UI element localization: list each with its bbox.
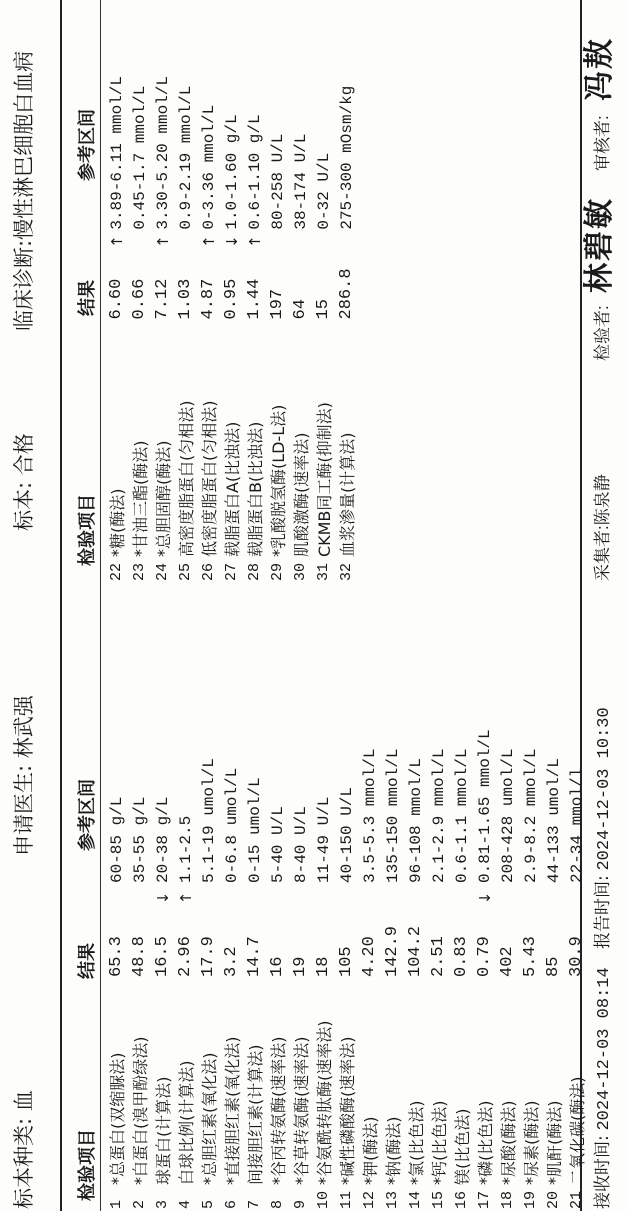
- abnormal-flag: [174, 230, 197, 254]
- row-number: 22: [108, 562, 125, 581]
- abnormal-flag: [496, 883, 519, 913]
- test-name: *钙(比色法): [430, 1100, 449, 1185]
- row-number: 13: [384, 1190, 401, 1209]
- test-result: 286.8: [337, 268, 356, 320]
- row-number: 29: [269, 562, 286, 581]
- test-name: 白球比例(计算法): [177, 1060, 196, 1185]
- abnormal-flag: [542, 883, 565, 913]
- test-result: 14.7: [245, 936, 264, 977]
- table-row: [243, 0, 266, 581]
- table-row: [358, 623, 381, 1209]
- test-result: 0.95: [222, 278, 241, 320]
- test-name: *钾(酶法): [361, 1116, 380, 1185]
- test-name: *谷丙转氨酶(速率法): [269, 1036, 288, 1185]
- reference-range: 20-38 g/L: [153, 796, 172, 883]
- test-name: 间接胆红素(计算法): [246, 1044, 265, 1185]
- test-result: 17.9: [199, 936, 218, 977]
- reference-range: 0.6-1.1 mmol/L: [452, 748, 471, 883]
- test-name: *总蛋白(双缩脲法): [108, 1052, 127, 1185]
- report-time-label: 报告时间:: [593, 875, 613, 949]
- tester-label: 检验者:: [593, 305, 612, 361]
- abnormal-flag: [358, 883, 381, 913]
- reference-range: 22-34 mmol/l: [567, 767, 586, 883]
- abnormal-flag: [128, 883, 151, 913]
- table-row: [473, 623, 496, 1209]
- abnormal-flag: [128, 230, 151, 254]
- table-row: [128, 623, 151, 1209]
- table-row: [243, 623, 266, 1209]
- abnormal-flag: [197, 883, 220, 913]
- row-number: 7: [246, 1199, 263, 1209]
- test-name: *乳酸脱氢酶(LD-L法): [269, 404, 288, 558]
- test-name: 二氧化碳(酶法): [568, 1076, 587, 1185]
- row-number: 26: [200, 562, 217, 581]
- abnormal-flag: [289, 883, 312, 913]
- test-result: 16.5: [153, 936, 172, 977]
- test-result: 19: [291, 956, 310, 977]
- reference-range: 208-428 umol/L: [498, 748, 517, 883]
- reference-range: 5-40 U/L: [268, 806, 287, 883]
- receive-time: 2024-12-03 08:14: [595, 967, 614, 1131]
- test-name: *碱性磷酸酶(速率法): [338, 1036, 357, 1185]
- reference-range: 3.89-6.11 mmol/L: [107, 76, 126, 230]
- row-number: 28: [246, 562, 263, 581]
- test-result: 1.03: [176, 278, 195, 320]
- test-result: 0.79: [475, 936, 494, 977]
- table-row: [335, 623, 358, 1209]
- row-number: 12: [361, 1190, 378, 1209]
- sample-type: 标本种类: 血: [12, 1090, 36, 1209]
- abnormal-flag: [105, 883, 128, 913]
- test-name: 镁(比色法): [453, 1108, 472, 1185]
- requesting-doctor: 申请医生: 林武强: [12, 695, 36, 856]
- test-name: CKMB同工酶(抑制法): [315, 402, 334, 558]
- tester-signature: 林碧敏: [582, 197, 617, 293]
- results-table-right: [105, 0, 358, 581]
- row-number: 2: [131, 1199, 148, 1209]
- test-name: *钠(酶法): [384, 1116, 403, 1185]
- table-row: [496, 623, 519, 1209]
- abnormal-flag: [266, 883, 289, 913]
- reference-range: 275-300 mOsm/kg: [337, 85, 356, 230]
- row-number: 5: [200, 1199, 217, 1209]
- abnormal-flag: [243, 883, 266, 913]
- column-header-rule: [100, 0, 101, 1211]
- abnormal-flag: [381, 883, 404, 913]
- reference-range: 2.9-8.2 mmol/L: [521, 748, 540, 883]
- row-number: 11: [338, 1190, 355, 1209]
- abnormal-flag: [450, 883, 473, 913]
- table-row: [427, 623, 450, 1209]
- row-number: 9: [292, 1199, 309, 1209]
- abnormal-flag: ↑: [245, 235, 264, 248]
- reference-range: 0.9-2.19 mmol/L: [176, 85, 195, 230]
- test-result: 0.66: [130, 278, 149, 320]
- reference-range: 0-32 U/L: [314, 152, 333, 230]
- table-row: [220, 0, 243, 581]
- row-number: 3: [154, 1199, 171, 1209]
- table-row: [404, 623, 427, 1209]
- results-table-left: [105, 623, 588, 1209]
- row-number: 8: [269, 1199, 286, 1209]
- test-name: *直接胆红素(氧化法): [223, 1036, 242, 1185]
- row-number: 4: [177, 1199, 194, 1209]
- abnormal-flag: [312, 230, 335, 254]
- table-row: [197, 0, 220, 581]
- reference-range: 38-174 U/L: [291, 133, 310, 230]
- test-result: 15: [314, 299, 333, 320]
- row-number: 25: [177, 562, 194, 581]
- row-number: 17: [476, 1190, 493, 1209]
- test-name: 低密度脂蛋白(匀相法): [200, 400, 219, 558]
- test-result: 4.20: [360, 936, 379, 977]
- reference-range: 0-15 umol/L: [245, 777, 264, 883]
- clinical-diagnosis: 临床诊断:慢性淋巴细胞白血病: [12, 50, 36, 331]
- reviewer-signature: 冯敖: [582, 37, 617, 101]
- reference-range: 0.45-1.7 mmol/L: [130, 85, 149, 230]
- test-result: 18: [314, 956, 333, 977]
- reference-range: 35-55 g/L: [130, 796, 149, 883]
- row-number: 14: [407, 1190, 424, 1209]
- receive-time-label: 接收时间:: [593, 1135, 613, 1209]
- abnormal-flag: [289, 230, 312, 254]
- table-row: [312, 0, 335, 581]
- table-row: [542, 623, 565, 1209]
- table-row: [105, 623, 128, 1209]
- abnormal-flag: [427, 883, 450, 913]
- table-row: [565, 623, 588, 1209]
- test-name: *尿酸(酶法): [499, 1100, 518, 1185]
- abnormal-flag: [312, 883, 335, 913]
- abnormal-flag: ↑: [107, 235, 126, 248]
- test-result: 5.43: [521, 936, 540, 977]
- reviewer-label: 审核者:: [593, 115, 612, 171]
- row-number: 27: [223, 562, 240, 581]
- reference-range: 0-6.8 umol/L: [222, 767, 241, 883]
- row-number: 24: [154, 562, 171, 581]
- reference-range: 44-133 umol/L: [544, 758, 563, 883]
- specimen-status: 标本: 合格: [12, 433, 36, 531]
- abnormal-flag: [404, 883, 427, 913]
- abnormal-flag: [335, 883, 358, 913]
- table-row: [197, 623, 220, 1209]
- col-reference-right: 参考区间: [77, 109, 98, 181]
- reference-range: 60-85 g/L: [107, 796, 126, 883]
- table-row: [128, 0, 151, 581]
- report-time-line: [588, 707, 614, 949]
- test-name: 血浆渗量(计算法): [338, 432, 357, 558]
- reference-range: 3.5-5.3 mmol/L: [360, 748, 379, 883]
- test-name: *甘油三酯(酶法): [131, 440, 150, 558]
- abnormal-flag: [220, 883, 243, 913]
- table-row: [266, 623, 289, 1209]
- abnormal-flag: [519, 883, 542, 913]
- test-name: 高密度脂蛋白(匀相法): [177, 400, 196, 558]
- test-name: 肌酸激酶(速率法): [292, 432, 311, 558]
- reference-range: 135-150 mmol/L: [383, 748, 402, 883]
- test-name: *总胆红素(氧化法): [200, 1052, 219, 1185]
- report-time: 2024-12-03 10:30: [595, 707, 614, 871]
- test-result: 30.9: [567, 936, 586, 977]
- test-name: *总胆固醇(酶法): [154, 440, 173, 558]
- reference-range: 0.6-1.10 g/L: [245, 114, 264, 230]
- row-number: 31: [315, 562, 332, 581]
- test-result: 65.3: [107, 936, 126, 977]
- reference-range: 80-258 U/L: [268, 133, 287, 230]
- abnormal-flag: [565, 883, 588, 913]
- table-row: [266, 0, 289, 581]
- test-result: 3.2: [222, 946, 241, 977]
- table-row: [289, 0, 312, 581]
- abnormal-flag: [335, 230, 358, 254]
- collector: 采集者:陈泉静: [593, 474, 612, 581]
- row-number: 18: [499, 1190, 516, 1209]
- row-number: 15: [430, 1190, 447, 1209]
- test-result: 0.83: [452, 936, 471, 977]
- header-rule: [60, 0, 62, 1211]
- abnormal-flag: ↑: [153, 235, 172, 248]
- test-result: 197: [268, 288, 287, 320]
- table-row: [151, 0, 174, 581]
- test-result: 142.9: [383, 925, 402, 977]
- test-result: 1.44: [245, 278, 264, 320]
- reference-range: 11-49 U/L: [314, 796, 333, 883]
- row-number: 32: [338, 562, 355, 581]
- reference-range: 8-40 U/L: [291, 806, 310, 883]
- row-number: 30: [292, 562, 309, 581]
- table-row: [174, 0, 197, 581]
- test-name: *尿素(酶法): [522, 1100, 541, 1185]
- test-result: 105: [337, 946, 356, 977]
- col-reference-left: 参考区间: [77, 779, 98, 851]
- col-result-right: 结果: [77, 280, 98, 316]
- test-result: 7.12: [153, 278, 172, 320]
- row-number: 6: [223, 1199, 240, 1209]
- table-row: [174, 623, 197, 1209]
- test-result: 402: [498, 946, 517, 977]
- row-number: 23: [131, 562, 148, 581]
- table-row: [381, 623, 404, 1209]
- table-row: [450, 623, 473, 1209]
- reference-range: 5.1-19 umol/L: [199, 758, 218, 883]
- reference-range: 40-150 U/L: [337, 786, 356, 883]
- test-name: 载脂蛋白B(比浊法): [246, 421, 265, 558]
- col-item-right: 检验项目: [77, 494, 98, 566]
- test-name: *糖(酶法): [108, 488, 127, 558]
- reference-range: 1.0-1.60 g/L: [222, 114, 241, 230]
- receive-time-line: [588, 967, 614, 1209]
- test-name: *谷草转氨酶(速率法): [292, 1036, 311, 1185]
- test-name: *氯(比色法): [407, 1100, 426, 1185]
- row-number: 1: [108, 1199, 125, 1209]
- row-number: 19: [522, 1190, 539, 1209]
- table-row: [519, 623, 542, 1209]
- test-name: *磷(比色法): [476, 1100, 495, 1185]
- table-row: [289, 623, 312, 1209]
- test-result: 2.96: [176, 936, 195, 977]
- test-name: *肌酐(酶法): [545, 1100, 564, 1185]
- abnormal-flag: [266, 230, 289, 254]
- table-row: [220, 623, 243, 1209]
- abnormal-flag: ↓: [222, 235, 241, 248]
- reference-range: 2.1-2.9 mmol/L: [429, 748, 448, 883]
- reference-range: 1.1-2.5: [176, 815, 195, 883]
- reference-range: 0.81-1.65 mmol/L: [475, 729, 494, 883]
- col-item-left: 检验项目: [77, 1129, 98, 1201]
- table-row: [312, 623, 335, 1209]
- table-row: [335, 0, 358, 581]
- col-result-left: 结果: [77, 943, 98, 979]
- test-result: 4.87: [199, 278, 218, 320]
- test-name: *谷氨酰转肽酶(速率法): [315, 1020, 334, 1185]
- test-result: 2.51: [429, 936, 448, 977]
- test-name: 载脂蛋白A(比浊法): [223, 421, 242, 558]
- reference-range: 96-108 mmol/L: [406, 758, 425, 883]
- test-result: 6.60: [107, 278, 126, 320]
- row-number: 20: [545, 1190, 562, 1209]
- test-result: 16: [268, 956, 287, 977]
- test-result: 85: [544, 956, 563, 977]
- test-result: 64: [291, 299, 310, 320]
- reference-range: 3.30-5.20 mmol/L: [153, 76, 172, 230]
- row-number: 10: [315, 1190, 332, 1209]
- abnormal-flag: ↑: [199, 235, 218, 248]
- row-number: 16: [453, 1190, 470, 1209]
- reference-range: 0-3.36 mmol/L: [199, 104, 218, 230]
- table-row: [105, 0, 128, 581]
- test-name: *白蛋白(溴甲酚绿法): [131, 1036, 150, 1185]
- row-number: 21: [568, 1190, 585, 1209]
- test-name: 球蛋白(计算法): [154, 1076, 173, 1185]
- table-row: [151, 623, 174, 1209]
- abnormal-flag: ↓: [153, 891, 172, 905]
- abnormal-flag: ↑: [176, 891, 195, 905]
- abnormal-flag: ↓: [475, 891, 494, 905]
- test-result: 48.8: [130, 936, 149, 977]
- test-result: 104.2: [406, 925, 425, 977]
